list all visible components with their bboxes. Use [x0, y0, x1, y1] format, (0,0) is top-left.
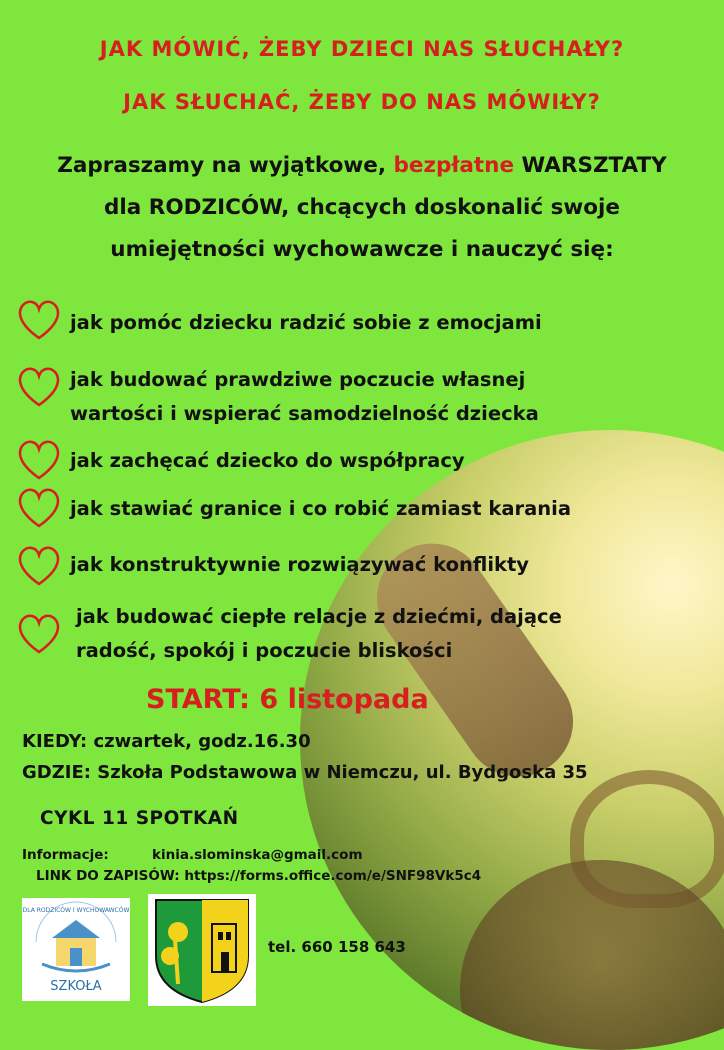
list-item-text: jak budować prawdziwe poczucie własnej: [70, 368, 526, 391]
list-item-text-2: wartości i wspierać samodzielność dziecka: [70, 402, 539, 425]
telephone: tel. 660 158 643: [268, 938, 406, 956]
list-item-text-2: radość, spokój i poczucie bliskości: [76, 639, 453, 662]
intro-line-3: umiejętności wychowawcze i nauczyć się:: [110, 237, 614, 262]
list-item-text: jak zachęcać dziecko do współpracy: [70, 449, 465, 472]
gdzie-label: GDZIE:: [22, 762, 91, 783]
heart-icon: [15, 484, 63, 530]
start-date: START: 6 listopada: [146, 684, 429, 715]
list-item: [70, 548, 529, 582]
list-item-text: jak stawiać granice i co robić zamiast karania: [70, 497, 572, 520]
list-item: [70, 363, 539, 431]
gdzie-line: [22, 762, 588, 783]
school-logo-graphic: [22, 898, 130, 1001]
heart-icon: [15, 363, 63, 409]
kiedy-label: KIEDY:: [22, 731, 88, 752]
logo1-arc-text: DLA RODZICÓW I WYCHOWAWCÓW: [22, 907, 130, 914]
intro-part1: Zapraszamy na wyjątkowe,: [57, 153, 394, 178]
intro-line-2: dla RODZICÓW, chcących doskonalić swoje: [104, 195, 620, 220]
list-item: [76, 600, 562, 668]
photo-head: [460, 860, 724, 1050]
heart-icon: [15, 610, 63, 656]
logo1-text: SZKOŁA: [50, 979, 102, 994]
list-item: [70, 492, 571, 526]
registration-link[interactable]: LINK DO ZAPISÓW: https://forms.office.com/e/SNF98Vk5c4: [36, 868, 482, 884]
title-line-2: JAK SŁUCHAĆ, ŻEBY DO NAS MÓWIŁY?: [123, 90, 601, 114]
gdzie-value: Szkoła Podstawowa w Niemczu, ul. Bydgoska 35: [90, 762, 588, 783]
heart-icon: [15, 436, 63, 482]
list-item: [70, 306, 542, 340]
intro-highlight: bezpłatne: [393, 153, 515, 178]
informacje-email[interactable]: kinia.slominska@gmail.com: [152, 847, 363, 863]
kiedy-line: [22, 731, 311, 752]
coat-of-arms-icon: [148, 894, 256, 1006]
informacje-label: Informacje:: [22, 847, 109, 863]
cykl-spotkan: CYKL 11 SPOTKAŃ: [40, 808, 239, 829]
list-item-text: jak konstruktywnie rozwiązywać konflikty: [70, 553, 530, 576]
list-item-text: jak budować ciepłe relacje z dziećmi, dające: [76, 605, 562, 628]
kiedy-value: czwartek, godz.16.30: [87, 731, 311, 752]
intro-text: [10, 145, 714, 271]
title-line-1: JAK MÓWIĆ, ŻEBY DZIECI NAS SŁUCHAŁY?: [99, 37, 625, 61]
intro-part2: WARSZTATY: [514, 153, 667, 178]
list-item-text: jak pomóc dziecku radzić sobie z emocjami: [70, 311, 542, 334]
heart-icon: [15, 296, 63, 342]
heart-icon: [15, 542, 63, 588]
school-logo: [22, 898, 130, 1001]
coat-of-arms-logo: [148, 894, 256, 1006]
list-item: [70, 444, 465, 478]
